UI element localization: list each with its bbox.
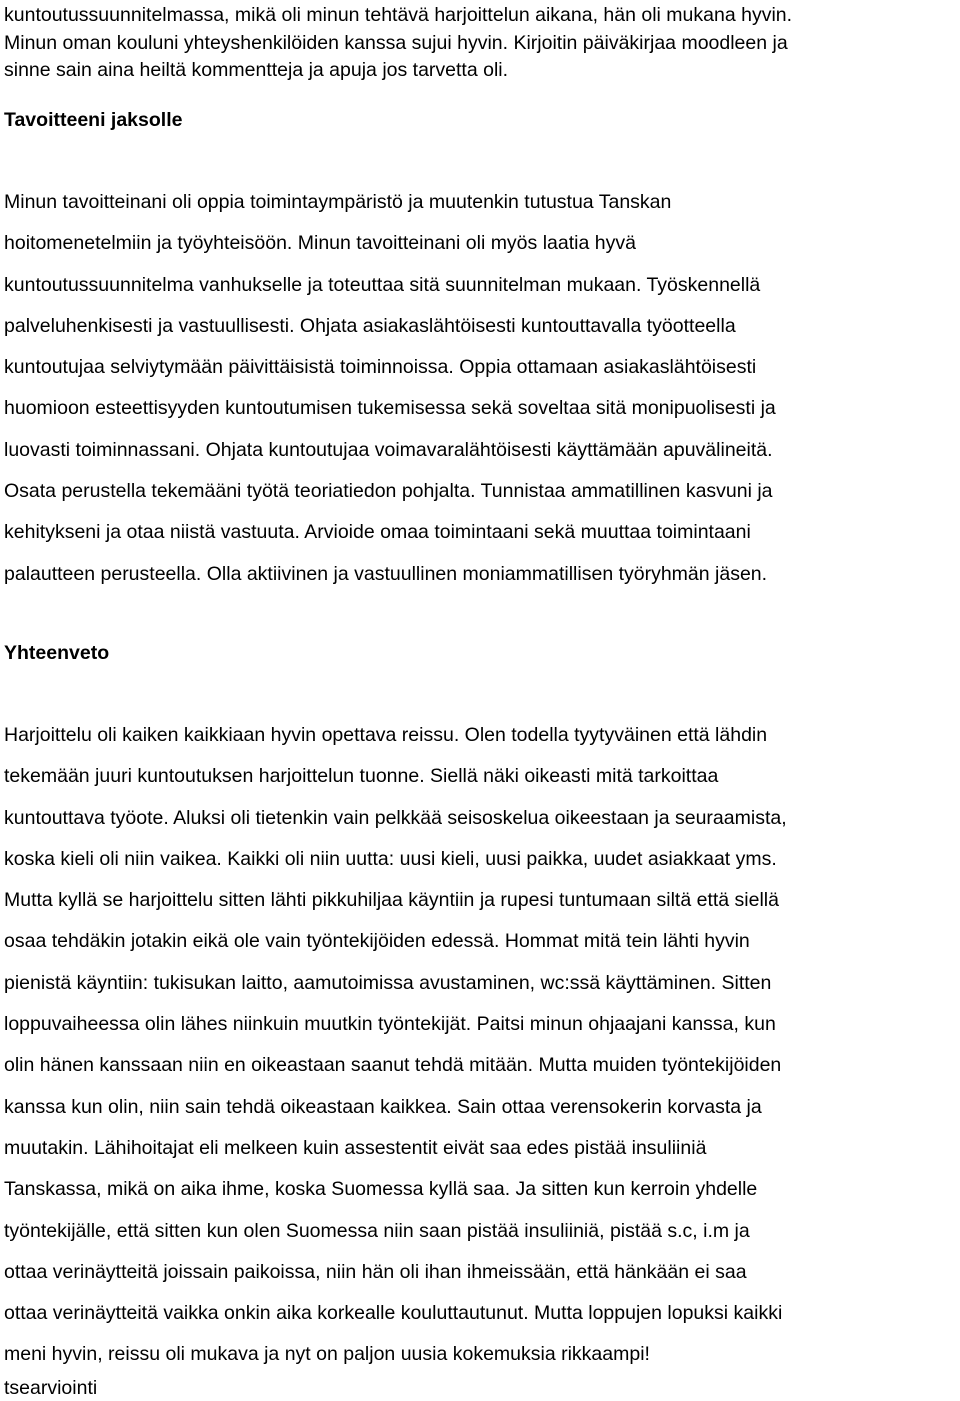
text-line: palautteen perusteella. Olla aktiivinen ja vastuullinen moniammatillisen työryhmän jäsen. — [4, 562, 768, 585]
text-line: Tanskassa, mikä on aika ihme, koska Suomessa kyllä saa. Ja sitten kun kerroin yhdelle — [4, 1178, 758, 1201]
text-line: huomioon esteettisyyden kuntoutumisen tukemisessa sekä soveltaa sitä monipuolisesti ja — [4, 397, 776, 420]
goals-paragraph — [4, 182, 956, 595]
text-line: Minun oman kouluni yhteyshenkilöiden kanssa sujui hyvin. Kirjoitin päiväkirjaa moodleen ja — [4, 31, 788, 54]
text-line: koska kieli oli niin vaikea. Kaikki oli niin uutta: uusi kieli, uusi paikka, uudet asiakkaat yms. — [4, 847, 777, 870]
text-line: palveluhenkisesti ja vastuullisesti. Ohjata asiakaslähtöisesti kuntouttavalla työotteella — [4, 314, 736, 337]
text-line: meni hyvin, reissu oli mukava ja nyt on paljon uusia kokemuksia rikkaampi! — [4, 1343, 650, 1366]
text-line: loppuvaiheessa olin lähes niinkuin muutkin työntekijät. Paitsi minun ohjaajani kanssa, kun — [4, 1013, 776, 1036]
text-line: Harjoittelu oli kaiken kaikkiaan hyvin opettava reissu. Olen todella tyytyväinen että lähdin — [4, 724, 768, 746]
section-heading-summary: Yhteenveto — [4, 642, 110, 664]
text-line: kuntouttava työote. Aluksi oli tietenkin vain pelkkää seisoskelua oikeestaan ja seuraamista, — [4, 806, 787, 829]
text-line: Mutta kyllä se harjoittelu sitten lähti pikkuhiljaa käyntiin ja rupesi tuntumaan siltä että siellä — [4, 889, 779, 912]
text-line: Minun tavoitteinani oli oppia toimintaympäristö ja muutenkin tutustua Tanskan — [4, 191, 672, 213]
text-line: ottaa verinäytteitä joissain paikoissa, niin hän oli ihan ihmeissään, että hänkään ei saa — [4, 1260, 747, 1283]
section-heading-goals: Tavoitteeni jaksolle — [4, 109, 183, 131]
text-line: Osata perustella tekemääni työtä teoriatiedon pohjalta. Tunnistaa ammatillinen kasvuni ja — [4, 480, 773, 503]
text-line: olin hänen kanssaan niin en oikeastaan saanut tehdä mitään. Mutta muiden työntekijöiden — [4, 1054, 782, 1077]
next-section-fragment: tsearviointi — [4, 1377, 98, 1399]
intro-paragraph — [4, 2, 956, 85]
text-line: kehitykseni ja otaa niistä vastuuta. Arvioide omaa toimintaani sekä muuttaa toimintaani — [4, 521, 751, 544]
text-line: kanssa kun olin, niin sain tehdä oikeastaan kaikkea. Sain ottaa verensokerin korvasta ja — [4, 1095, 762, 1118]
text-line: muutakin. Lähihoitajat eli melkeen kuin assestentit eivät saa edes pistää insuliiniä — [4, 1136, 707, 1159]
text-line: pienistä käyntiin: tukisukan laitto, aamutoimissa avustaminen, wc:ssä käyttäminen. Sitten — [4, 971, 772, 994]
text-line: tekemään juuri kuntoutuksen harjoittelun tuonne. Siellä näki oikeasti mitä tarkoittaa — [4, 765, 719, 788]
text-line: luovasti toiminnassani. Ohjata kuntoutujaa voimavaralähtöisesti käyttämään apuvälineitä. — [4, 438, 773, 461]
text-line: sinne sain aina heiltä kommentteja ja apuja jos tarvetta oli. — [4, 59, 509, 82]
text-line: hoitomenetelmiin ja työyhteisöön. Minun tavoitteinani oli myös laatia hyvä — [4, 232, 636, 255]
text-line: ottaa verinäytteitä vaikka onkin aika korkealle kouluttautunut. Mutta loppujen lopuksi kaikki — [4, 1302, 783, 1325]
summary-paragraph — [4, 715, 956, 1376]
text-line: osaa tehdäkin jotakin eikä ole vain työntekijöiden edessä. Hommat mitä tein lähti hyvin — [4, 930, 750, 953]
text-line: kuntoutujaa selviytymään päivittäisistä toiminnoissa. Oppia ottamaan asiakaslähtöisesti — [4, 356, 757, 379]
text-line: kuntoutussuunnitelma vanhukselle ja toteuttaa sitä suunnitelman mukaan. Työskennellä — [4, 273, 761, 296]
text-line: työntekijälle, että sitten kun olen Suomessa niin saan pistää insuliiniä, pistää s.c, i.m ja — [4, 1219, 750, 1242]
text-line: kuntoutussuunnitelmassa, mikä oli minun tehtävä harjoittelun aikana, hän oli mukana hyvin. — [4, 4, 793, 26]
